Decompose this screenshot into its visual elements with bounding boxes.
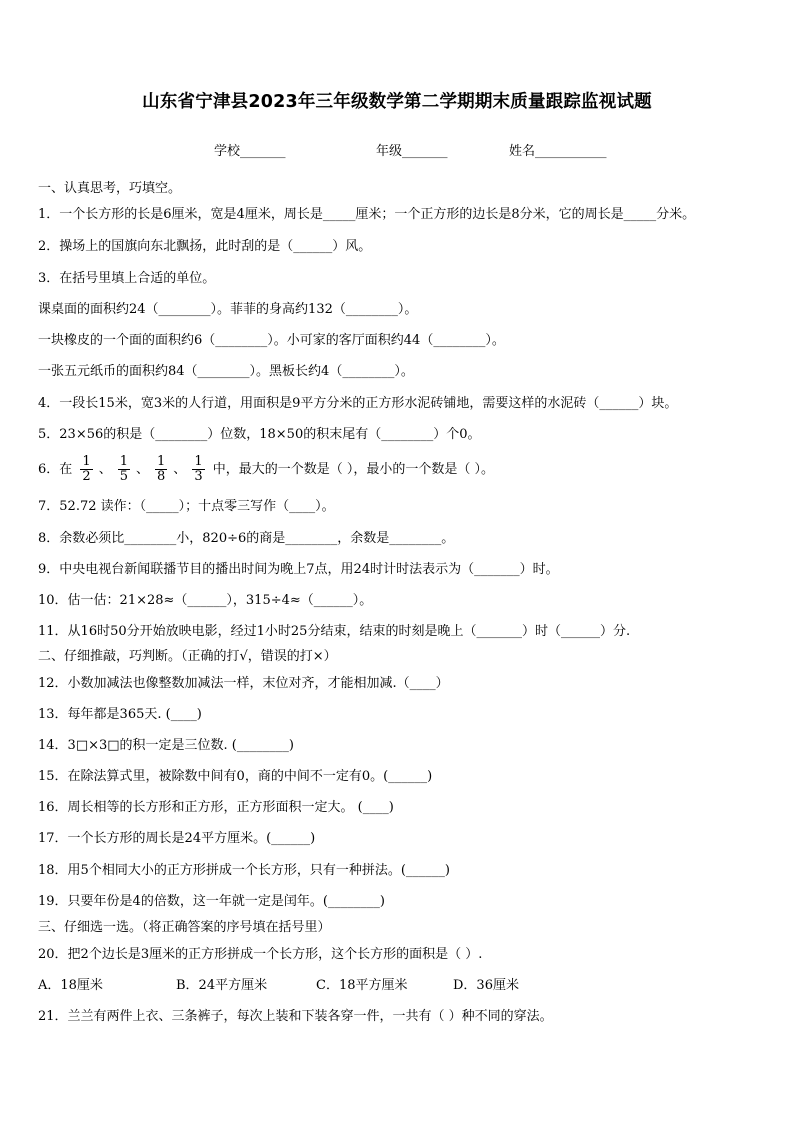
fraction-1-8: $\frac{1}{8}$	[157, 454, 166, 484]
name-label: 姓名	[509, 144, 536, 159]
grade-field	[376, 140, 448, 159]
question-12: 12．小数加减法也像整数加减法一样，末位对齐，才能相加减.（____）	[38, 676, 449, 691]
question-20: 20．把2个边长是3厘米的正方形拼成一个长方形，这个长方形的面积是（ ）.	[38, 947, 483, 962]
question-3: 3．在括号里填上合适的单位。	[38, 271, 216, 286]
name-field	[509, 140, 607, 159]
question-19: 19．只要年份是4的倍数，这一年就一定是闰年。(________)	[38, 894, 385, 909]
question-20-option-d: D．36厘米	[453, 978, 519, 993]
exam-title: 山东省宁津县2023年三年级数学第二学期期末质量跟踪监视试题	[142, 92, 652, 112]
question-3a: 课桌面的面积约24（________）。菲菲的身高约132（________）。	[38, 302, 418, 317]
question-3c: 一张五元纸币的面积约84（________）。黑板长约4（________）。	[38, 364, 414, 379]
question-20-option-b: B．24平方厘米	[176, 978, 268, 993]
fraction-1-2: $\frac{1}{2}$	[82, 454, 91, 484]
question-5: 5．23×56的积是（________）位数，18×50的积末尾有（________）个0。	[38, 427, 481, 442]
question-13: 13．每年都是365天. (____)	[38, 707, 202, 722]
section-3-heading: 三、仔细选一选。（将正确答案的序号填在括号里）	[38, 920, 331, 935]
school-label: 学校	[214, 144, 241, 159]
grade-label: 年级	[376, 144, 403, 159]
question-2: 2．操场上的国旗向东北飘扬，此时刮的是（______）风。	[38, 239, 372, 254]
question-6-prefix: 6．在	[38, 462, 73, 477]
question-11: 11．从16时50分开始放映电影，经过1小时25分结束，结束的时刻是晚上（_______）时（______）分.	[38, 624, 631, 639]
school-blank: _______	[240, 144, 286, 159]
question-1: 1．一个长方形的长是6厘米，宽是4厘米，周长是_____厘米；一个正方形的边长是8分米，它的周长是_____分米。	[38, 207, 696, 222]
question-6: 6．在 $\frac{1}{2}$ 、 $\frac{1}{5}$ 、 $\frac{1}{8}$ 、 $\frac{1}{3}$ 中，最大的一个数是（ ），最小的一个数是（ ）。	[38, 454, 494, 484]
question-4: 4．一段长15米，宽3米的人行道，用面积是9平方分米的正方形水泥砖铺地，需要这样的水泥砖（______）块。	[38, 396, 678, 411]
question-16: 16．周长相等的长方形和正方形，正方形面积一定大。 (____)	[38, 800, 394, 815]
name-blank: ___________	[535, 144, 607, 159]
fraction-1-5: $\frac{1}{5}$	[119, 454, 128, 484]
section-1-heading: 一、认真思考，巧填空。	[38, 181, 182, 196]
question-7: 7．52.72 读作：（_____）；十点零三写作（____）。	[38, 499, 335, 514]
question-21: 21．兰兰有两件上衣、三条裤子，每次上装和下装各穿一件，一共有（ ）种不同的穿法。	[38, 1009, 553, 1024]
question-18: 18．用5个相同大小的正方形拼成一个长方形，只有一种拼法。(______)	[38, 863, 450, 878]
question-17: 17．一个长方形的周长是24平方厘米。(______)	[38, 831, 316, 846]
question-9: 9．中央电视台新闻联播节目的播出时间为晚上7点，用24时计时法表示为（_______）时。	[38, 562, 559, 577]
question-3b: 一块橡皮的一个面的面积约6（________）。小可家的客厅面积约44（________）。	[38, 333, 505, 348]
question-10: 10．估一估：21×28≈（______），315÷4≈（______）。	[38, 593, 373, 608]
question-8: 8．余数必须比________小，820÷6的商是________，余数是________。	[38, 531, 455, 546]
fraction-1-3: $\frac{1}{3}$	[194, 454, 203, 484]
question-15: 15．在除法算式里，被除数中间有0，商的中间不一定有0。(______)	[38, 769, 433, 784]
question-14: 14．3□×3□的积一定是三位数. (________)	[38, 738, 294, 753]
section-2-heading: 二、仔细推敲，巧判断。（正确的打√，错误的打×）	[38, 649, 337, 664]
question-6-suffix: 中，最大的一个数是（ ），最小的一个数是（ ）。	[212, 462, 494, 477]
question-20-option-a: A．18厘米	[38, 978, 103, 993]
grade-blank: _______	[402, 144, 448, 159]
school-field	[214, 140, 286, 159]
question-20-option-c: C．18平方厘米	[316, 978, 408, 993]
